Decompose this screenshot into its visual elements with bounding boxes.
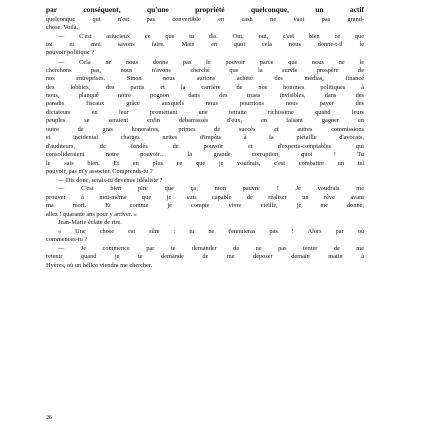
text-line: — Je commence par te demander de ne pas tenter de me [58,245,364,252]
text-line: consolideraient notre pouvoir… la grande corruption, quoi ! Tu [46,151,364,158]
text-line: chose. Voilà. [46,24,79,31]
text-line: — Cela ne nous donne pas le pouvoir parce que nous ne le [58,59,364,66]
book-page [46,6,364,424]
text-line: — C'est astucieux ce que tu dis. Oui, oui, c'est bien ce que [58,33,364,40]
text-line: paradis fiscaux grâce auxquels nous pourrions nous payer des [46,100,364,107]
text-line: pouvoir, pas m'y associer. Comprends-tu ? [46,168,153,175]
page-number: 26 [46,415,52,421]
text-line: — C'est bien pire que ça, mon pauvre ! Je voudrais me [58,185,364,192]
text-line: toi et moi savons faire. Mais en quoi cela nous donne-t-il le [46,41,364,48]
text-line: et incidental charges nettes d'impôts à la piétaille d'avocats, [46,134,364,141]
text-line: peuples se seraient enfin débarrassés d'eux, en faisant gagner en [46,117,364,124]
text-line: nos entreprises. Sinon nous aurions acheté des médias, financé [46,75,364,82]
text-line: pouvoir politique ? [46,49,94,56]
text-line: dictateurs en leur promettant une retraite richissime quand leurs [46,109,364,116]
text-line: par conséquent, qu'une propriété quelconque, un actif [46,6,364,14]
text-line: cherchons pas, nous n'avons cherché que la survie prospère de [46,67,364,74]
text-line: outre de gras honoraires, primes de succès et autres commissions [46,126,364,133]
text-line: allez ! quarante ans pour y arriver. » [46,211,137,218]
text-line: quelconque qui n'est pas convertible en cash ne vaut pas grand- [46,16,364,23]
text-line: — Dis donc, serais-tu devenue idéaliste ? [58,177,163,184]
text-line: prouver à moi-même que je suis capable de réaliser un rêve avant [46,194,364,201]
text-line: des lobbies, des partis et la carrière de nos hommes politiques à [46,84,364,91]
text-line: Hyères, où un hélico viendra me chercher. [46,262,153,269]
text-line: retenir quand je te demande de me déposer demain matin à [46,253,364,260]
text-line: d'auditeurs, de fondés de pouvoir et d'experts-comptables qui [46,143,364,150]
text-line: commences-tu ? [46,236,88,243]
text-line: le sais bien. Et en plus ce que je voudrais, c'est combattre un tel [46,160,364,167]
text-line: « Une chose est sûre : tu ne t'ennuieras pas ! Alors par où [58,228,364,235]
text-line: nous, planqué notre pognon dans des trusts invisibles, dans des [46,92,364,99]
text-line: ma mort. Et comme je compte vivre vieille, je me donne, [46,202,364,209]
text-line: Jean-Marie éclate de rire. [58,219,122,226]
